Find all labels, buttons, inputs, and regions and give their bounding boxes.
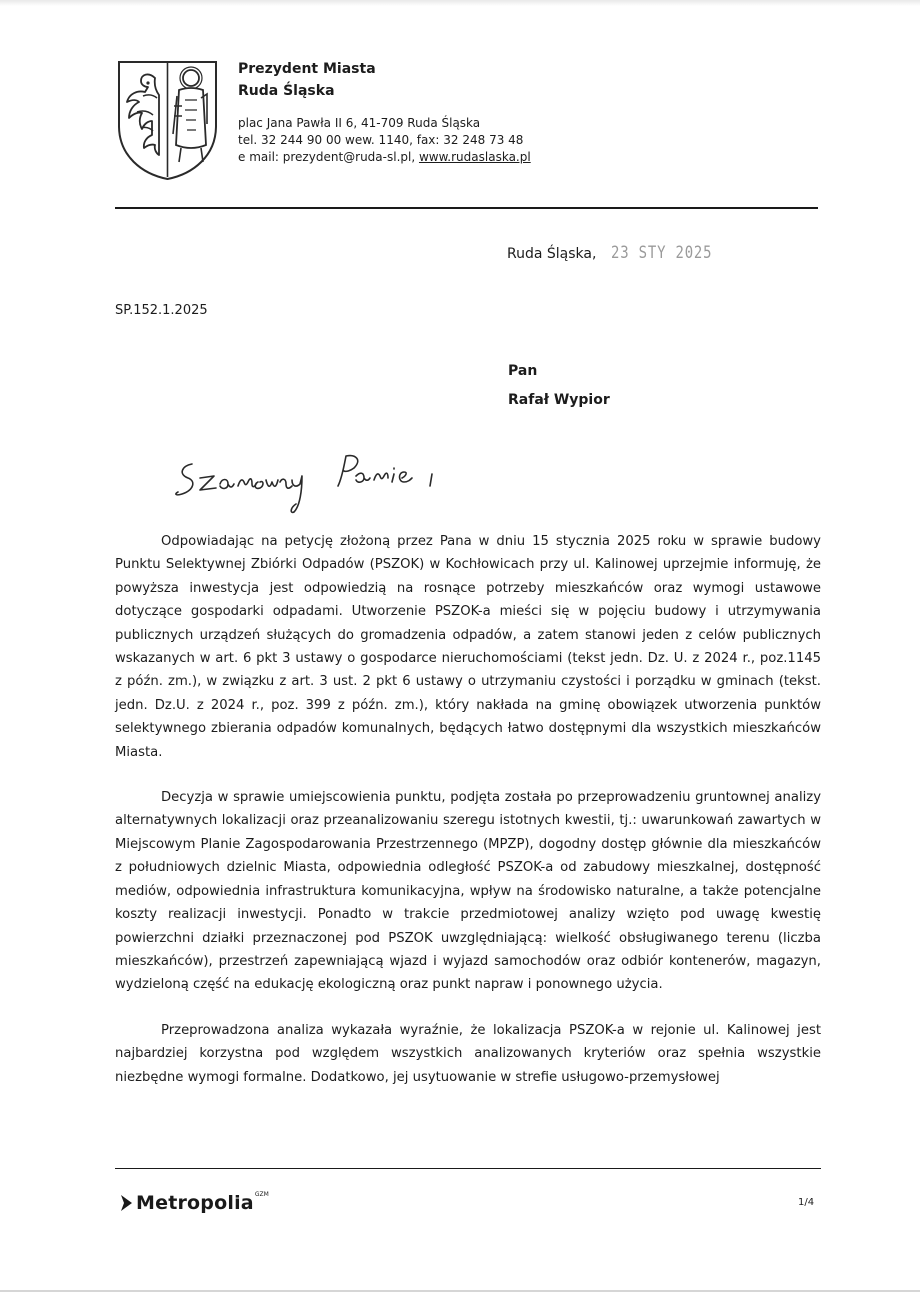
issuer-block	[238, 58, 376, 102]
issuer-contact	[238, 115, 531, 166]
issuer-email-line	[238, 149, 531, 166]
date-stamp: 23 STY 2025	[611, 243, 713, 263]
issuer-email: e mail: prezydent@ruda-sl.pl,	[238, 150, 419, 164]
logo-text: Metropolia	[136, 1192, 254, 1214]
issuer-office: Prezydent Miasta	[238, 61, 376, 77]
arrow-chevron-icon	[118, 1193, 136, 1213]
website-link[interactable]: www.rudaslaska.pl	[418, 150, 531, 164]
letter-body	[115, 530, 821, 1111]
issuer-phone: tel. 32 244 90 00 wew. 1140, fax: 32 248 73 48	[238, 133, 524, 147]
logo-badge: GZM	[254, 1190, 269, 1198]
header-divider	[115, 207, 818, 209]
recipient-title: Pan	[508, 363, 538, 379]
scan-edge-top	[0, 0, 920, 6]
metropolia-gzm-logo	[118, 1190, 268, 1216]
recipient-name: Rafał Wypior	[508, 392, 610, 408]
reference-number: SP.152.1.2025	[115, 303, 208, 318]
letter-date-place: Ruda Śląska,	[507, 246, 597, 262]
scan-edge-bottom	[0, 1290, 920, 1292]
page-number: 1/4	[798, 1197, 815, 1208]
body-paragraph: Decyzja w sprawie umiejscowienia punktu, podjęta została po przeprowadzeniu gruntownej analizy alternatywnych lokalizacji oraz przeanalizowaniu szeregu istotnych kwestii, tj.: uwarunkowań zawartych w Miejscowym Planie Zagospodarowania Przestrzennego (MPZP), dogodny dostęp głównie dla mieszkańców z południowych dzielnic Miasta, odpowiednia odległość PSZOK-a od zabudowy mieszkalnej, dostępność mediów, odpowiednia infrastruktura komunikacyjna, wpływ na środowisko naturalne, a także potencjalne koszty realizacji inwestycji. Ponadto w trakcie przedmiotowej analizy wzięto pod uwagę kwestię powierzchni działki przeznaczonej pod PSZOK uwzględniającą: wielkość obsługiwanego terenu (liczba mieszkańców), przestrzeń zapewniającą wjazd i wyjazd samochodów oraz odbiór kontenerów, magazyn, wydzieloną część na edukację ekologiczną oraz punkt napraw i ponownego użycia.	[115, 790, 821, 993]
coat-of-arms-logo	[115, 56, 220, 181]
footer-divider	[115, 1168, 821, 1169]
handwritten-salutation	[170, 448, 470, 528]
body-paragraph: Przeprowadzona analiza wykazała wyraźnie, że lokalizacja PSZOK-a w rejonie ul. Kalinowej jest najbardziej korzystna pod względem wszystkich analizowanych kryteriów oraz spełnia wszystkie niezbędne wymogi formalne. Dodatkowo, jej usytuowanie w strefie usługowo-przemysłowej	[115, 1022, 821, 1085]
issuer-city: Ruda Śląska	[238, 83, 335, 99]
recipient-block	[508, 357, 610, 415]
body-paragraph: Odpowiadając na petycję złożoną przez Pana w dniu 15 stycznia 2025 roku w sprawie budowy Punktu Selektywnej Zbiórki Odpadów (PSZOK) w Kochłowicach przy ul. Kalinowej uprzejmie informuję, że powyższa inwestycja jest odpowiedzią na rosnące potrzeby mieszkańców oraz wymogi ustawowe dotyczące gospodarki odpadami. Utworzenie PSZOK-a mieści się w pojęciu budowy i utrzymywania publicznych urządzeń służących do gromadzenia odpadów, a zatem stanowi jeden z celów publicznych wskazanych w art. 6 pkt 3 ustawy o gospodarce nieruchomościami (tekst jedn. Dz. U. z 2024 r., poz.1145 z późn. zm.), w związku z art. 3 ust. 2 pkt 6 ustawy o utrzymaniu czystości i porządku w gminach (tekst. jedn. Dz.U. z 2024 r., poz. 399 z późn. zm.), który nakłada na gminę obowiązek utworzenia punktów selektywnego zbierania odpadów komunalnych, będących łatwo dostępnymi dla wszystkich mieszkańców Miasta.	[115, 534, 821, 760]
issuer-address: plac Jana Pawła II 6, 41-709 Ruda Śląska	[238, 116, 481, 130]
